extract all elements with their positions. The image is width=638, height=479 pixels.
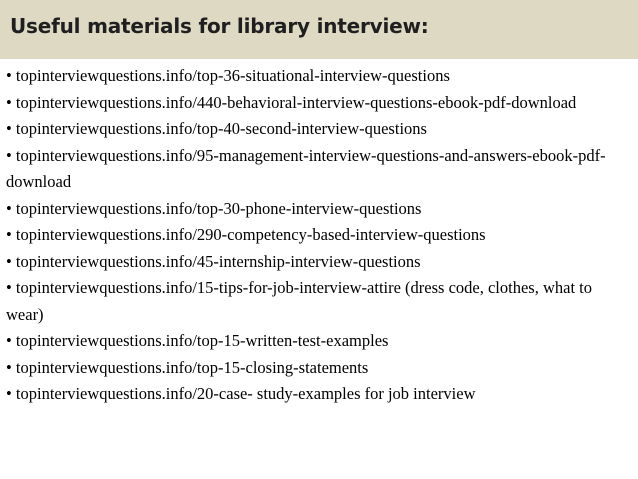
- list-item-text: topinterviewquestions.info/top-40-second-interview-questions: [15, 119, 427, 138]
- list-item: [6, 143, 631, 196]
- bullet: •: [6, 225, 12, 244]
- list-item-text: topinterviewquestions.info/top-15-written-test-examples: [15, 331, 389, 350]
- list-item-text: topinterviewquestions.info/95-management-interview-questions-and-answers-ebook-pdf-download: [6, 145, 606, 191]
- list-item: [6, 90, 631, 117]
- list-item: [6, 196, 631, 223]
- list-item-text: topinterviewquestions.info/top-15-closing-statements: [15, 357, 369, 377]
- list-item-text: topinterviewquestions.info/440-behavioral-interview-questions-ebook-pdf-download: [15, 92, 577, 112]
- materials-list: [6, 63, 631, 408]
- list-item: [6, 249, 631, 276]
- page-title: Useful materials for library interview:: [10, 14, 429, 38]
- list-item: [6, 275, 631, 328]
- list-item: [6, 381, 631, 408]
- list-item-text: topinterviewquestions.info/15-tips-for-job-interview-attire (dress code, clothes, what to wear): [6, 278, 593, 324]
- bullet: •: [6, 119, 12, 138]
- bullet: •: [6, 384, 12, 403]
- list-item-text: topinterviewquestions.info/290-competency-based-interview-questions: [15, 225, 486, 244]
- list-item-text: topinterviewquestions.info/45-internship-interview-questions: [15, 251, 421, 271]
- list-item-text: topinterviewquestions.info/top-30-phone-interview-questions: [15, 198, 422, 218]
- bullet: •: [6, 357, 12, 377]
- list-item-text: topinterviewquestions.info/20-case- study-examples for job interview: [15, 384, 476, 403]
- list-item: [6, 355, 631, 382]
- bullet: •: [6, 198, 12, 218]
- bullet: •: [6, 145, 12, 165]
- bullet: •: [6, 251, 12, 271]
- bullet: •: [6, 66, 12, 85]
- list-item-text: topinterviewquestions.info/top-36-situational-interview-questions: [15, 66, 450, 85]
- list-item: [6, 116, 631, 143]
- title-bar: [0, 0, 638, 59]
- list-item: [6, 328, 631, 355]
- list-item: [6, 63, 631, 90]
- list-item: [6, 222, 631, 249]
- bullet: •: [6, 92, 12, 112]
- bullet: •: [6, 278, 12, 297]
- bullet: •: [6, 331, 12, 350]
